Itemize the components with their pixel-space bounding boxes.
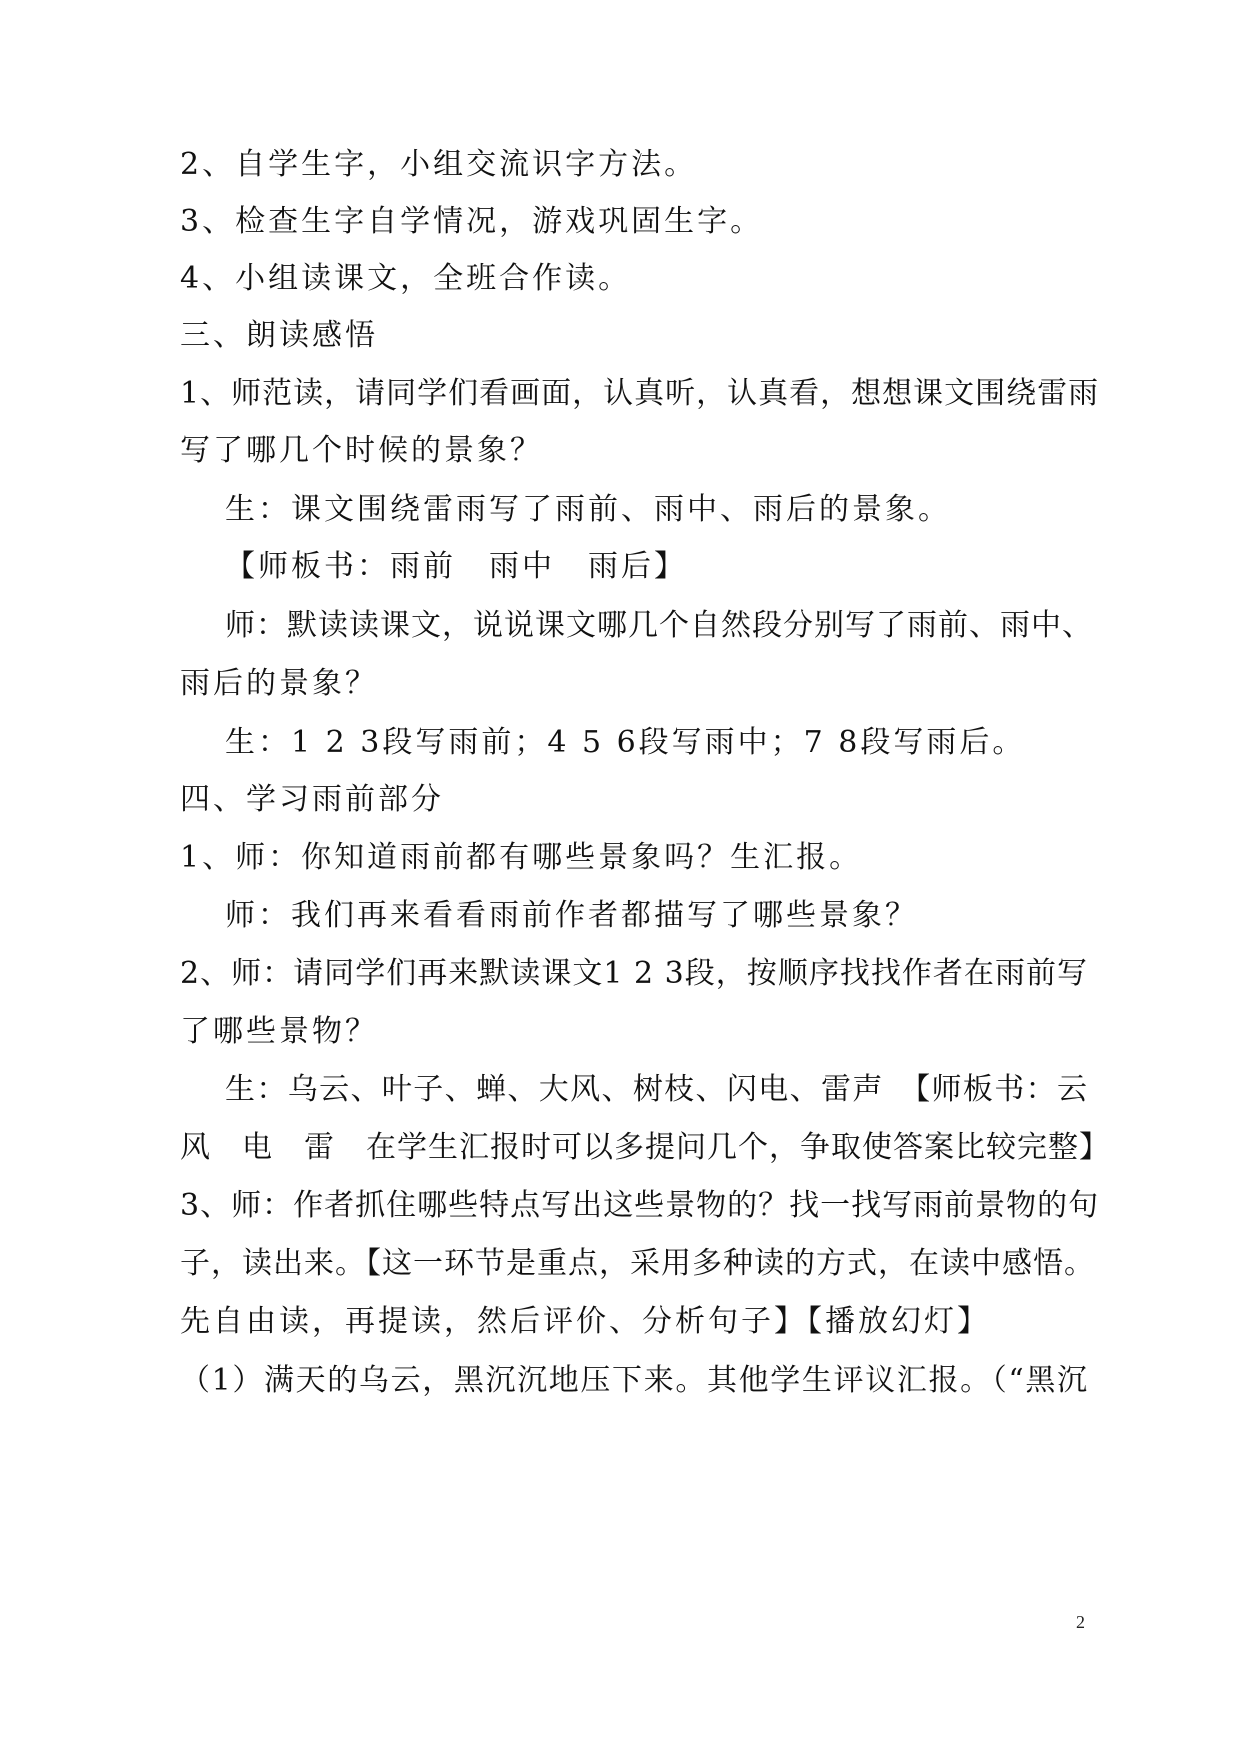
text-line: 雨后的景象？ — [180, 666, 378, 701]
section-heading: 三、朗读感悟 — [180, 318, 378, 353]
text-line: 生：乌云、叶子、蝉、大风、树枝、闪电、雷声 【师板书：云 — [225, 1072, 1088, 1107]
text-line: 2、师：请同学们再来默读课文1 2 3段，按顺序找找作者在雨前写 — [180, 956, 1088, 991]
text-line: 生：1 2 3段写雨前；4 5 6段写雨中；7 8段写雨后。 — [225, 725, 1026, 760]
text-line: 写了哪几个时候的景象？ — [180, 433, 543, 468]
text-line: 3、师：作者抓住哪些特点写出这些景物的？找一找写雨前景物的句 — [180, 1188, 1100, 1223]
text-line: 1、师范读，请同学们看画面，认真听，认真看，想想课文围绕雷雨 — [180, 376, 1100, 411]
text-line: 2、自学生字，小组交流识字方法。 — [180, 147, 698, 182]
text-line: 4、小组读课文，全班合作读。 — [180, 261, 632, 296]
text-line: 先自由读，再提读，然后评价、分析句子】【播放幻灯】 — [180, 1304, 990, 1339]
text-line: 风 电 雷 在学生汇报时可以多提问几个，争取使答案比较完整】 — [180, 1130, 1110, 1165]
text-line: 3、检查生字自学情况，游戏巩固生字。 — [180, 204, 764, 239]
text-line: 师：我们再来看看雨前作者都描写了哪些景象？ — [225, 898, 918, 933]
text-line: 师：默读读课文，说说课文哪几个自然段分别写了雨前、雨中、 — [225, 608, 1093, 643]
text-line: 了哪些景物？ — [180, 1014, 378, 1049]
page-number: 2 — [1076, 1612, 1085, 1632]
section-heading: 四、学习雨前部分 — [180, 782, 444, 817]
text-line: 子，读出来。【这一环节是重点，采用多种读的方式，在读中感悟。 — [180, 1246, 1095, 1281]
text-line: 1、师：你知道雨前都有哪些景象吗？生汇报。 — [180, 840, 863, 875]
text-line: 生：课文围绕雷雨写了雨前、雨中、雨后的景象。 — [225, 492, 951, 527]
text-line: 【师板书：雨前 雨中 雨后】 — [225, 549, 687, 584]
text-line: （1）满天的乌云，黑沉沉地压下来。其他学生评议汇报。（“黑沉 — [180, 1363, 1088, 1398]
